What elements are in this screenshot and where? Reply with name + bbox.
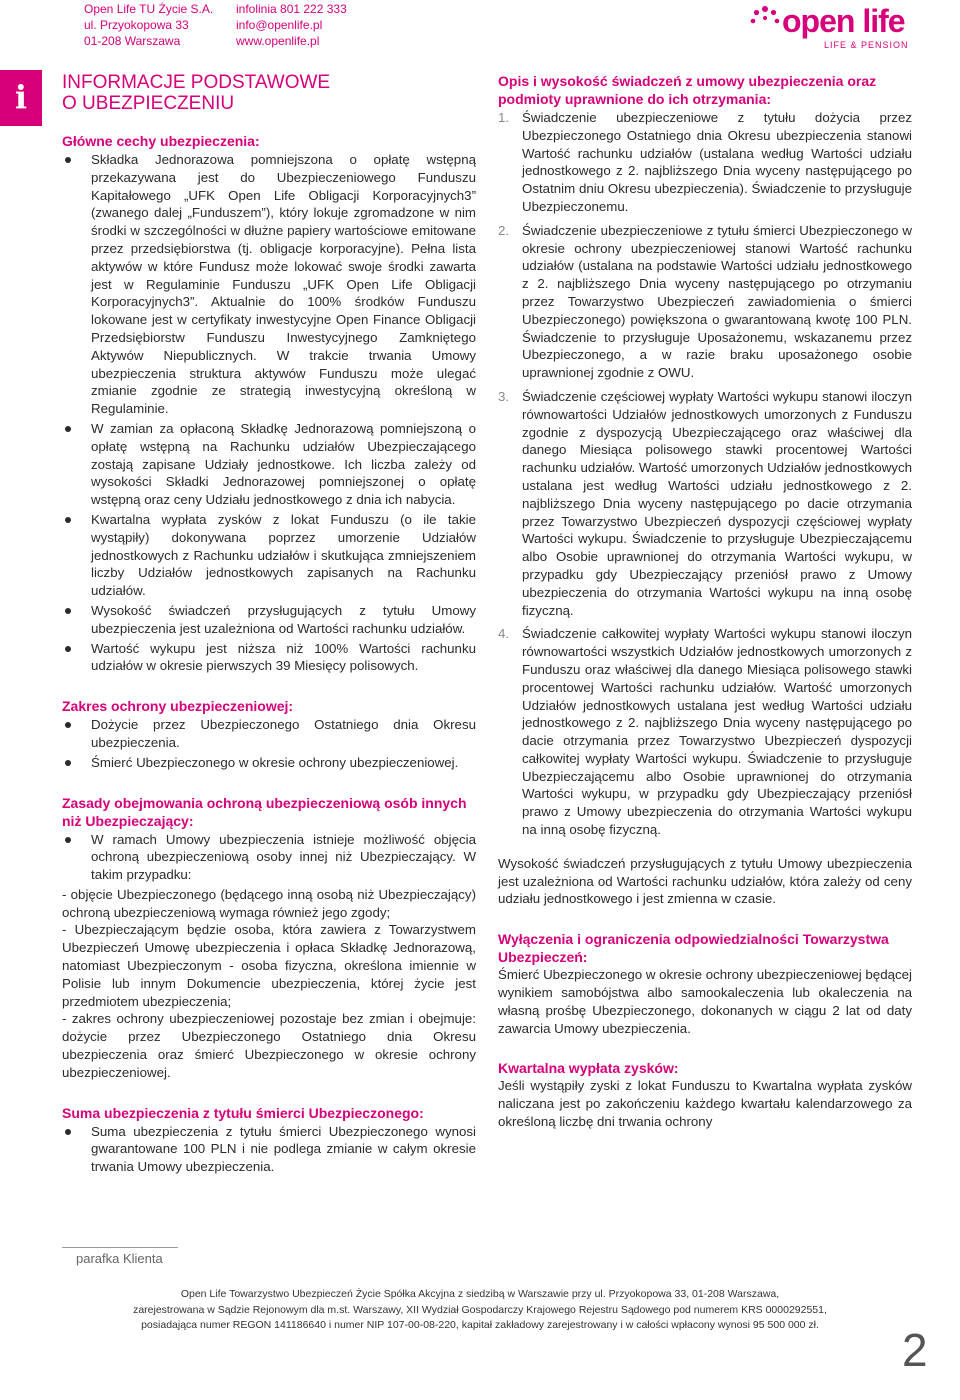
list-item: Kwartalna wypłata zysków z lokat Funduszu (o ile takie wystąpiły) dokonywana poprzez umorzenie Udziałów jednostkowych z Rachunku udziałów i skutkująca zmniejszeniem liczby Udziałów jednostkowych zapisanych na Rachunku udziałów. <box>62 511 476 600</box>
footer-line: zarejestrowana w Sądzie Rejonowym dla m.st. Warszawy, XII Wydział Gospodarczy Krajowego Rejestru Sądowego pod numerem KRS 0000292551, <box>133 1303 827 1316</box>
list-item: W zamian za opłaconą Składkę Jednorazową pomniejszoną o opłatę wstępną na Rachunku udziałów Ubezpieczającego zostają zapisane Udziały jednostkowe. Ich liczba zależy od wysokości Składki Jednorazowej pomniejszonej o opłatę wstępną oraz ceny Udziału jednostkowego z dnia ich nabycia. <box>62 420 476 509</box>
scope-list <box>62 716 476 771</box>
list-item <box>498 625 912 839</box>
exclusions-heading: Wyłączenia i ograniczenia odpowiedzialności Towarzystwa Ubezpieczeń: <box>498 931 889 966</box>
sum-list <box>62 1123 476 1176</box>
list-item-text: Świadczenie ubezpieczeniowe z tytułu dożycia przez Ubezpieczonego Ostatniego dnia Okresu ubezpieczenia stanowi Wartość rachunku udziałów (ustalana według Wartości udziału jednostkowego z 2. najbliższego Dnia wyceny następującego po Ostatnim dniu Okresu ubezpieczenia). Świadczenie to przysługuje Ubezpieczonemu. <box>522 110 912 214</box>
list-item: Śmierć Ubezpieczonego w okresie ochrony ubezpieczeniowej. <box>62 754 476 772</box>
company-street: ul. Przyokopowa 33 <box>84 18 189 32</box>
footer-line: Open Life Towarzystwo Ubezpieczeń Życie Spółka Akcyjna z siedzibą w Warszawie przy ul. Przyokopowa 33, 01-208 Warszawa, <box>180 1288 780 1300</box>
list-number: 1. <box>498 110 510 125</box>
hotline-text: infolinia 801 222 333 <box>236 2 347 16</box>
open-life-logo <box>748 2 928 54</box>
list-item: Suma ubezpieczenia z tytułu śmierci Ubezpieczonego wynosi gwarantowane 100 PLN i nie podlega zmianie w całym okresie trwania Umowy ubezpieczenia. <box>62 1123 476 1176</box>
rules-item: - Ubezpieczającym będzie osoba, która zawiera z Towarzystwem Ubezpieczeń Umowę ubezpieczenia i opłaca Składkę Jednorazową, natomiast Ubezpieczonym - osoba fizyczna, określona imiennie w Polisie lub innym Dokumencie ubezpieczenia, której życie jest przedmiotem ubezpieczenia; <box>62 922 476 1009</box>
list-item-text: Świadczenie całkowitej wypłaty Wartości wykupu stanowi iloczyn równowartości wszystkich Udziałów jednostkowych umorzonych z Funduszu oraz właściwej dla danego Miesiąca polisowego stawki procentowej Wartości rachunku udziałów. Wartość umorzonych Udziałów jednostkowych ustalana jest według Wartości udziału jednostkowego z 2. najbliższego Dnia wyceny następującego po dacie otrzymania przez Towarzystwo Ubezpieczeń dyspozycji całkowitej wypłaty Wartości wykupu. Świadczenie to przysługuje Ubezpieczającemu albo Osobie uprawnionej do otrzymania Wartości wykupu, w przypadku gdy Ubezpieczający przeniósł prawo z Umowy ubezpieczenia do otrzymania Wartości wykupu na inną osobę fizyczną. <box>522 626 912 838</box>
list-number: 3. <box>498 388 510 404</box>
list-item: Wartość wykupu jest niższa niż 100% Wartości rachunku udziałów w okresie pierwszych 39 Miesięcy polisowych. <box>62 640 476 676</box>
list-item: Dożycie przez Ubezpieczonego Ostatniego dnia Okresu ubezpieczenia. <box>62 716 476 752</box>
rules-intro: W ramach Umowy ubezpieczenia istnieje możliwość objęcia ochroną ubezpieczeniową osoby innej niż Ubezpieczający. W takim przypadku: <box>91 831 476 883</box>
list-item: Składka Jednorazowa pomniejszona o opłatę wstępną przekazywana jest do Ubezpieczeniowego Funduszu Kapitałowego „UFK Open Life Obligacji Korporacyjnych3” (zwanego dalej „Funduszem”), który lokuje zgromadzone w nim środki w szczególności w dłużne papiery wartościowe emitowane przez przedsiębiorstwa (tj. obligacje korporacyjne). Pełna lista aktywów w które Fundusz może lokować swoje środki zawarta jest w Regulaminie Funduszu „UFK Open Life Obligacji Korporacyjnych3”. Aktualnie do 100% środków Funduszu lokowane jest w certyfikaty inwestycyjne Open Finance Obligacji Przedsiębiorstw Funduszu Inwestycyjnego Zamkniętego Aktywów Niepublicznych. W trakcie trwania Umowy ubezpieczenia struktura aktywów Funduszu może ulegać zmianie zgodnie ze strategią inwestycyjną określoną w Regulaminie. <box>62 151 476 418</box>
benefits-heading: Opis i wysokość świadczeń z umowy ubezpieczenia oraz podmioty uprawnione do ich otrzymania: <box>498 73 877 107</box>
quarterly-text: Jeśli wystąpiły zyski z lokat Funduszu to Kwartalna wypłata zysków naliczana jest po zakończeniu każdego kwartału kalendarzowego za określoną liczbę dni trwania ochrony <box>498 1078 912 1130</box>
list-item-text: Świadczenie ubezpieczeniowe z tytułu śmierci Ubezpieczonego w okresie ochrony ubezpieczeniowej stanowi Wartość rachunku udziałów (ustalana na podstawie Wartości udziału jednostkowego z 2. najbliższego Dnia wyceny następującego po otrzymaniu przez Towarzystwo Ubezpieczeń zawiadomienia o śmierci Ubezpieczonego) powiększona o gwarantowaną kwotę 100 PLN. Świadczenie to przysługuje Uposażonemu, wskazanemu przez Ubezpieczonego, a w razie braku uposażonego osobie uprawnionej zgodnie z OWU. <box>522 222 912 381</box>
list-item-text: Świadczenie częściowej wypłaty Wartości wykupu stanowi iloczyn równowartości Udziałów jednostkowych umorzonych z Funduszu zgodnie z dyspozycją Ubezpieczającego oraz właściwej dla danego Miesiąca polisowego stawki procentowej Wartości rachunku udziałów. Wartość umorzonych Udziałów jednostkowych ustalana jest według Wartości udziału jednostkowego z 2. najbliższego Dnia wyceny następującego po dacie otrzymania przez Towarzystwo Ubezpieczeń dyspozycji częściowej wypłaty Wartości wykupu. Świadczenie to przysługuje Ubezpieczającemu albo Osobie uprawnionej do otrzymania Wartości wykupu, w przypadku gdy Ubezpieczający przeniósł prawo z Umowy ubezpieczenia do otrzymania Wartości wykupu na inną osobę fizyczną. <box>522 388 912 618</box>
email-link[interactable]: info@openlife.pl <box>236 18 323 32</box>
rules-item: - objęcie Ubezpieczonego (będącego inną osobą niż Ubezpieczający) ochroną ubezpieczeniową wymaga również jego zgody; <box>62 886 476 920</box>
info-icon: i <box>0 70 42 126</box>
rules-heading: Zasady obejmowania ochroną ubezpieczeniową osób innych niż Ubezpieczający: <box>62 794 467 829</box>
page-title <box>62 72 476 114</box>
website-link[interactable]: www.openlife.pl <box>236 34 320 48</box>
quarterly-heading: Kwartalna wypłata zysków: <box>498 1060 679 1077</box>
exclusions-text: Śmierć Ubezpieczonego w okresie ochrony ubezpieczeniowej będącej wynikiem samobójstwa albo samookaleczenia lub okaleczenia na własną prośbę Ubezpieczonego, dokonanych w ciągu 2 lat od daty zawarcia Umowy ubezpieczenia. <box>498 967 912 1036</box>
list-item: Wysokość świadczeń przysługujących z tytułu Umowy ubezpieczenia jest uzależniona od Wartości rachunku udziałów. <box>62 602 476 638</box>
company-contact <box>236 1 347 49</box>
benefits-note: Wysokość świadczeń przysługujących z tytułu Umowy ubezpieczenia jest uzależniona od Wartości rachunku udziałów, która zależy od ceny udziału jednostkowego i jest zmienna w czasie. <box>498 855 912 907</box>
logo-mark-icon <box>748 4 782 38</box>
rules-item: - zakres ochrony ubezpieczeniowej pozostaje bez zmian i obejmuje: dożycie przez Ubezpieczonego Ostatniego dnia Okresu ubezpieczenia oraz śmierć Ubezpieczonego w okresie ochrony ubezpieczeniowej. <box>62 1011 476 1080</box>
rules-list <box>62 831 476 884</box>
company-city: 01-208 Warszawa <box>84 34 181 48</box>
page-title-line-2: O UBEZPIECZENIU <box>62 93 235 114</box>
list-item <box>498 222 912 382</box>
page-number: 2 <box>902 1324 928 1376</box>
scope-heading: Zakres ochrony ubezpieczeniowej: <box>62 698 294 715</box>
page-title-line-1: INFORMACJE PODSTAWOWE <box>62 72 331 93</box>
client-initials-label: parafka Klienta <box>76 1251 163 1266</box>
right-column <box>498 72 912 1131</box>
list-item <box>498 388 912 619</box>
list-item <box>62 831 476 884</box>
list-number: 4. <box>498 626 510 642</box>
features-heading: Główne cechy ubezpieczenia: <box>62 133 260 149</box>
sum-heading: Suma ubezpieczenia z tytułu śmierci Ubezpieczonego: <box>62 1104 424 1121</box>
logo-tagline: LIFE & PENSION <box>824 40 909 50</box>
benefits-list <box>498 109 912 839</box>
company-name: Open Life TU Życie S.A. <box>84 2 214 16</box>
signature-line <box>62 1247 178 1248</box>
list-item <box>498 109 912 216</box>
features-list <box>62 151 476 675</box>
logo-wordmark: open life <box>782 3 905 39</box>
list-number: 2. <box>498 222 510 238</box>
footer-line: posiadająca numer REGON 141186640 i numer NIP 107-00-08-220, kapitał zakładowy zarejestrowany i w całości wpłacony wynosi 95 500 000 zł. <box>141 1319 819 1331</box>
legal-footer <box>90 1287 870 1334</box>
left-column <box>62 72 476 1178</box>
company-address <box>84 1 213 49</box>
